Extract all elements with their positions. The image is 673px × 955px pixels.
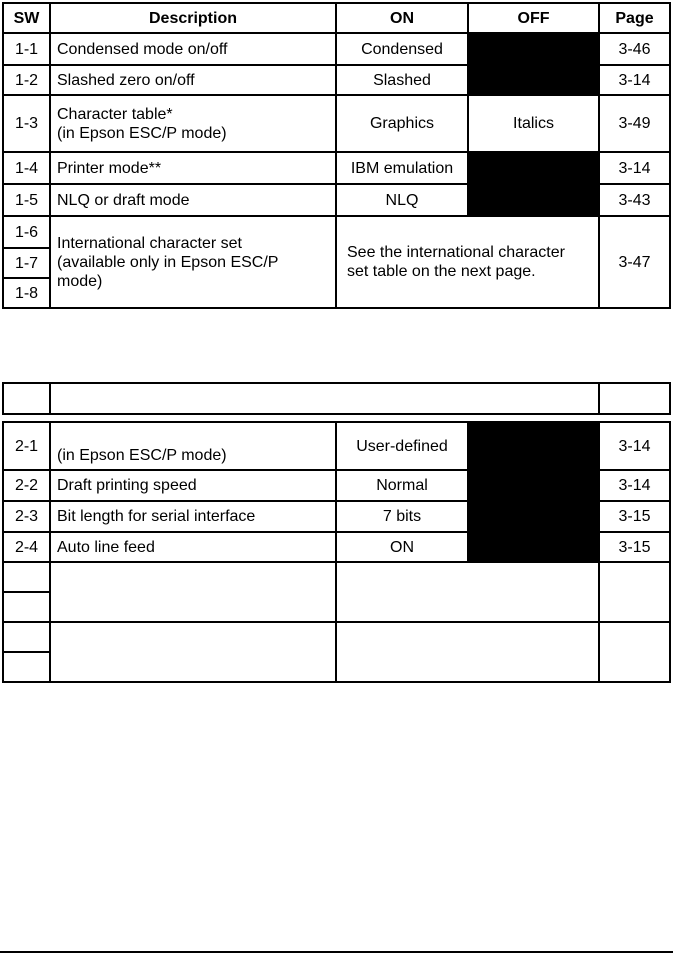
description-line: International character set [57,234,242,252]
switch-number: 2-1 [3,422,50,470]
spacer [3,414,670,422]
table-row [3,33,670,65]
switch-number: 1-8 [3,278,50,308]
off-setting: Italics [468,95,599,152]
note-line: See the international character [347,244,565,261]
table-header-row [3,383,670,414]
empty-cell [50,562,336,622]
off-setting-blank [468,501,599,532]
page-ref: 3-47 [599,216,670,308]
header-sw: SW [3,3,50,33]
empty-cell [336,562,599,622]
table-row [3,532,670,562]
empty-cell [3,622,50,652]
table-row [3,470,670,501]
table-row-empty [3,622,670,652]
table-row [3,422,670,470]
table-row [3,501,670,532]
switch-number: 1-4 [3,152,50,184]
switch-number: 1-5 [3,184,50,216]
switch-number: 1-7 [3,248,50,278]
page-ref: 3-14 [599,470,670,501]
off-setting-blank [468,65,599,95]
dip-switch-table-1 [2,2,671,309]
switch-description: NLQ or draft mode [50,184,336,216]
switch-description: (in Epson ESC/P mode) [50,422,336,470]
on-setting: Graphics [336,95,468,152]
on-off-note [336,216,599,308]
dip-switch-table-2 [2,382,671,683]
description-line: mode) [57,272,103,290]
bottom-rule [0,951,673,953]
empty-cell [599,622,670,682]
switch-number: 2-4 [3,532,50,562]
switch-number: 1-3 [3,95,50,152]
empty-cell [336,622,599,682]
on-setting: ON [336,532,468,562]
switch-description: Auto line feed [50,532,336,562]
switch-description: Bit length for serial interface [50,501,336,532]
switch-description: Slashed zero on/off [50,65,336,95]
page-ref: 3-15 [599,501,670,532]
table-header-row [3,3,670,33]
description-line: Character table* [57,105,173,123]
empty-cell [3,562,50,592]
off-setting-blank [468,532,599,562]
empty-cell [599,562,670,622]
page-ref: 3-15 [599,532,670,562]
description-line: (in Epson ESC/P mode) [57,124,227,142]
header-sw-blank [3,383,50,414]
on-setting: Normal [336,470,468,501]
table-row [3,65,670,95]
switch-description: Condensed mode on/off [50,33,336,65]
switch-number: 1-6 [3,216,50,248]
header-page: Page [599,3,670,33]
switch-number: 1-2 [3,65,50,95]
off-setting-blank [468,422,599,470]
page-ref: 3-46 [599,33,670,65]
table-row [3,95,670,152]
on-setting: User-defined [336,422,468,470]
switch-number: 2-3 [3,501,50,532]
header-page-blank [599,383,670,414]
switch-description [50,95,336,152]
off-setting-blank [468,33,599,65]
spacer-row [3,414,670,422]
header-on: ON [336,3,468,33]
page-ref: 3-14 [599,422,670,470]
empty-cell [3,592,50,622]
switch-number: 1-1 [3,33,50,65]
switch-number: 2-2 [3,470,50,501]
off-setting-blank [468,184,599,216]
on-setting: 7 bits [336,501,468,532]
table-row [3,152,670,184]
on-setting: NLQ [336,184,468,216]
page-ref: 3-14 [599,65,670,95]
on-setting: IBM emulation [336,152,468,184]
description-line: (available only in Epson ESC/P [57,253,279,271]
off-setting-blank [468,152,599,184]
table-row [3,216,670,248]
switch-description: Printer mode** [50,152,336,184]
table-row-empty [3,562,670,592]
header-description-blank [50,383,599,414]
note-line: set table on the next page. [347,263,536,280]
page-ref: 3-14 [599,152,670,184]
header-off: OFF [468,3,599,33]
table-row [3,184,670,216]
on-setting: Slashed [336,65,468,95]
page-ref: 3-43 [599,184,670,216]
empty-cell [50,622,336,682]
page-ref: 3-49 [599,95,670,152]
switch-description [50,216,336,308]
switch-description: Draft printing speed [50,470,336,501]
on-setting: Condensed [336,33,468,65]
empty-cell [3,652,50,682]
header-description: Description [50,3,336,33]
off-setting-blank [468,470,599,501]
